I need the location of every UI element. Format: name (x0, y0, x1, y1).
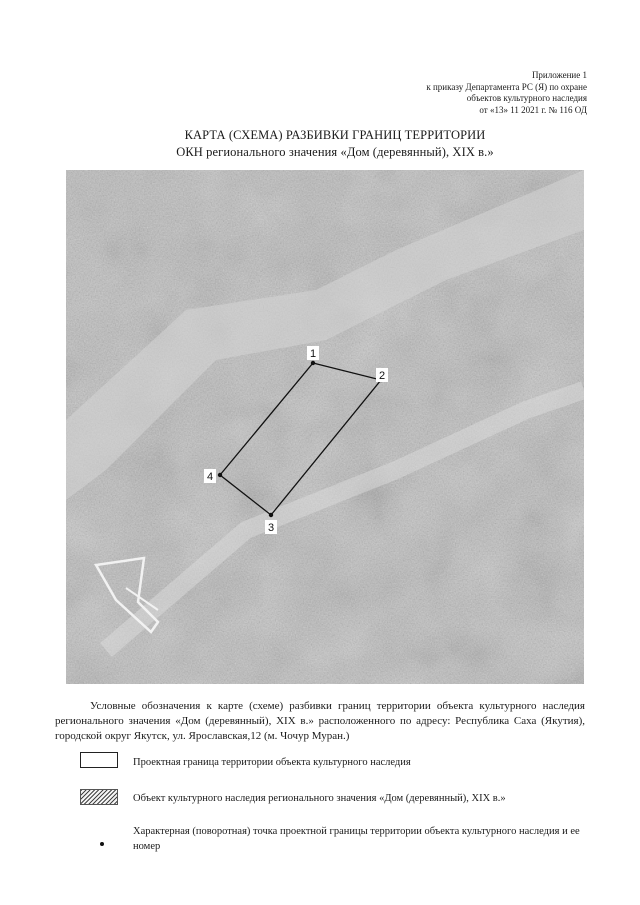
title-line-2: ОКН регионального значения «Дом (деревянный), XIX в.» (176, 145, 494, 159)
title-line-1: КАРТА (СХЕМА) РАЗБИВКИ ГРАНИЦ ТЕРРИТОРИИ (184, 128, 486, 142)
appendix-header (327, 70, 587, 116)
hatched-swatch-icon (80, 789, 118, 805)
map-svg (66, 170, 584, 684)
point-label-3: 3 (267, 522, 275, 534)
point-label-1: 1 (309, 348, 317, 360)
boundary-swatch-icon (80, 752, 118, 768)
point-dot-icon (100, 842, 104, 846)
boundary-point-1 (311, 361, 315, 365)
point-label-4: 4 (206, 471, 214, 483)
appendix-line-3: объектов культурного наследия (466, 93, 587, 103)
boundary-point-3 (269, 513, 273, 517)
point-label-2: 2 (378, 370, 386, 382)
legend-item-boundary-text: Проектная граница территории объекта культурного наследия (133, 757, 411, 768)
appendix-line-1: Приложение 1 (531, 70, 587, 80)
document-title (0, 127, 640, 161)
appendix-line-4: от «13» 11 2021 г. № 116 ОД (479, 104, 587, 115)
appendix-line-2: к приказу Департамента РС (Я) по охране (426, 81, 587, 92)
legend-item-heritage-object-text: Объект культурного наследия регионального значения «Дом (деревянный), XIX в.» (133, 793, 506, 804)
map-scheme (66, 170, 584, 684)
legend-intro: Условные обозначения к карте (схеме) разбивки границ территории объекта культурного наследия регионального значения «Дом (деревянный), XIX в.» расположенного по адресу: Республика Саха (Якутия), городской округ Якутск, ул. Ярославская,12 (м. Чочур Муран.) (55, 700, 585, 742)
legend-item-point-text: Характерная (поворотная) точка проектной границы территории объекта культурного наследия и ее номер (133, 826, 580, 852)
boundary-point-4 (218, 473, 222, 477)
